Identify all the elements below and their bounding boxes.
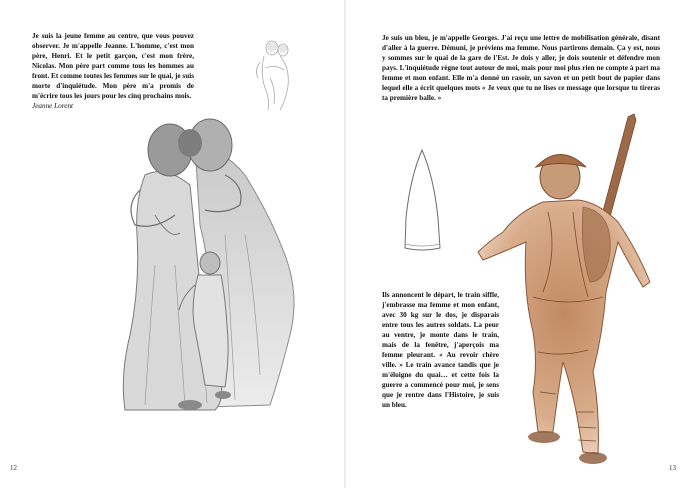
- jeanne-text-block: [32, 31, 194, 111]
- embracing-family-drawing: [95, 115, 310, 415]
- soldier-sepia-drawing: [478, 112, 658, 472]
- page-number-left: 12: [10, 464, 17, 472]
- georges-paragraph: Je suis un bleu, je m'appelle Georges. J'ai reçu une lettre de mobilisation générale, disant d'aller à la guerre. Démuni, je préviens ma femme. Nous partirons demain. Ça y est, nous y sommes sur le quai de la gare de l'Est. Je dois y aller, je dois soutenir et défendre mon pays. L'inquiétude règne tout autour de moi, mais pour moi plus rien ne compte à part ma femme et mon enfant. Elle m'a donné un rasoir, un savon et un petit bout de papier dans lequel elle a écrit quelques mots « Je veux que tu ne lises ce message que lorsque tu tireras ta première balle. »: [382, 34, 660, 102]
- page-number-right: 13: [669, 464, 676, 472]
- jeanne-paragraph: Je suis la jeune femme au centre, que vous pouvez observer. Je m'appelle Jeanne. L'homme, c'est mon père, Henri. Et le petit garçon, c'est mon frère, Nicolas. Mon père part comme tous les hommes au front. Et comme toutes les femmes sur le quai, je suis morte d'inquiétude. Mon père m'a promis de m'écrire tous les jours pour les cinq prochains mois.: [32, 32, 194, 100]
- bullet-sketch: [398, 148, 448, 256]
- jeanne-signature: Jeanne Lorent: [32, 102, 74, 110]
- small-couple-sketch: [250, 38, 300, 113]
- georges-text-block: [382, 33, 660, 103]
- depart-paragraph: Ils annoncent le départ, le train siffle, j'embrasse ma femme et mon enfant, avec 30 kg sur le dos, je disparais entre tous les autres soldats. La peur au ventre, je monte dans le train, mais de la fenêtre, j'aperçois ma femme pleurant. « Au revoir chère ville. » Le train avance tandis que je m'éloigne du quai… et cette fois la guerre a commencé pour moi, je sens que je rentre dans l'Histoire, je suis un bleu.: [382, 291, 499, 409]
